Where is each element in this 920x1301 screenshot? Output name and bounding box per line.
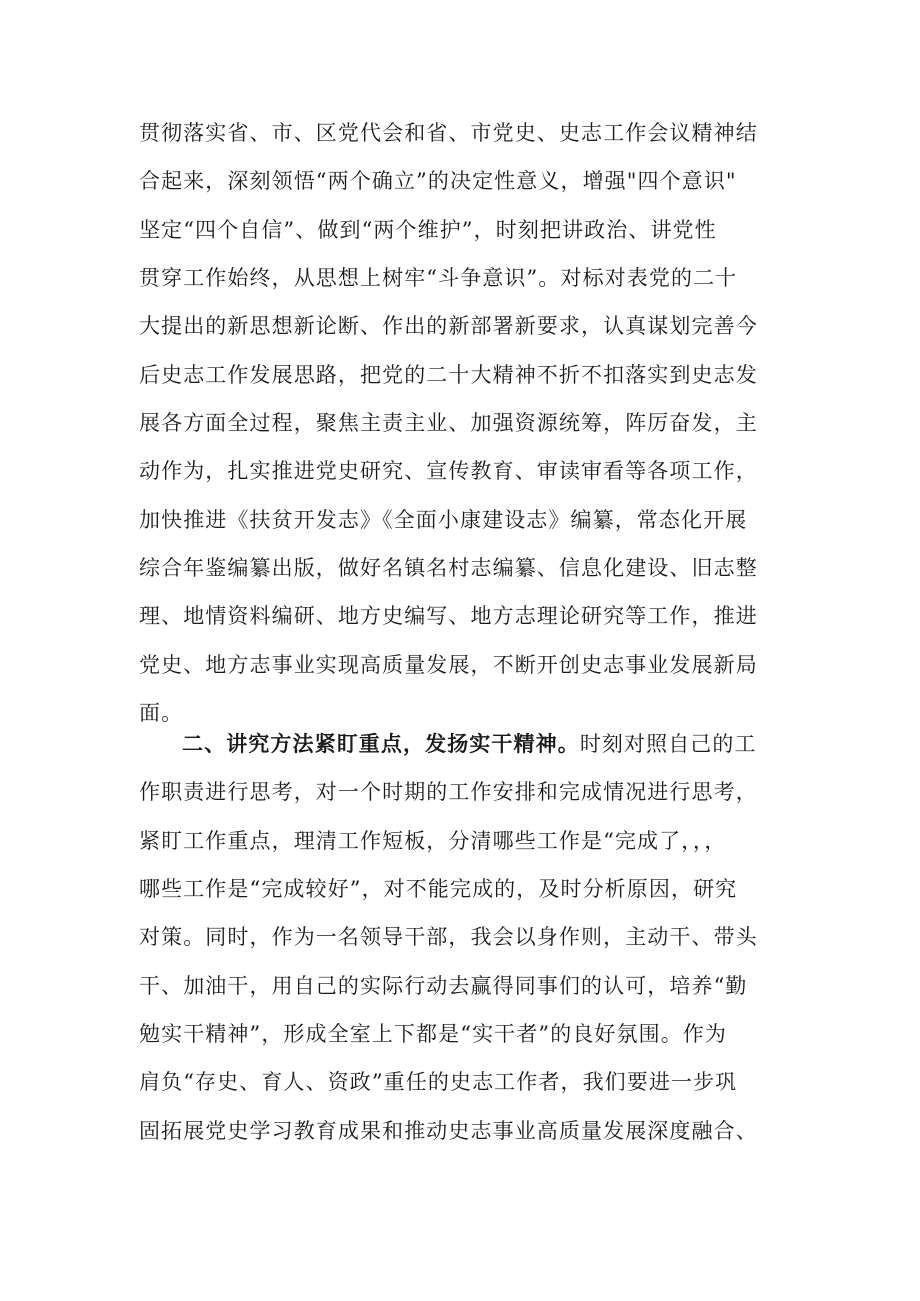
- paragraph-line: 党史、地方志事业实现高质量发展，不断开创史志事业发展新局: [139, 653, 758, 677]
- paragraph-line: 加快推进《扶贫开发志》《全面小康建设志》编纂，常态化开展: [139, 508, 748, 532]
- section-heading: 二、讲究方法紧盯重点，发扬实干精神。: [182, 732, 580, 756]
- paragraph-line: 对策。同时，作为一名领导干部，我会以身作则，主动干、带头: [139, 925, 758, 949]
- paragraph-line: 大提出的新思想新论断、作出的新部署新要求，认真谋划完善今: [139, 314, 758, 338]
- paragraph-line: 贯穿工作始终，从思想上树牢“斗争意识”。对标对表党的二十: [139, 266, 738, 290]
- paragraph-line: 面。: [139, 701, 184, 725]
- paragraph-line: 肩负“存史、育人、资政”重任的史志工作者，我们要进一步巩: [139, 1070, 738, 1094]
- paragraph-line: 展各方面全过程，聚焦主责主业、加强资源统筹，阵厉奋发，主: [139, 411, 758, 435]
- paragraph-line: 合起来，深刻领悟“两个确立”的决定性意义，增强"四个意识": [139, 169, 737, 193]
- paragraph-line: 紧盯工作重点，理清工作短板，分清哪些工作是“完成了，，，: [139, 829, 727, 853]
- paragraph-line: 理、地情资料编研、地方史编写、地方志理论研究等工作，推进: [139, 604, 758, 628]
- paragraph-line: 坚定“四个自信”、做到“两个维护”，时刻把讲政治、讲党性: [139, 218, 717, 242]
- paragraph-line: 后史志工作发展思路，把党的二十大精神不折不扣落实到史志发: [139, 363, 758, 387]
- paragraph-line: 综合年鉴编纂出版，做好名镇名村志编纂、信息化建设、旧志整: [139, 556, 758, 580]
- paragraph-line: 动作为，扎实推进党史研究、宣传教育、审读审看等各项工作，: [139, 459, 758, 483]
- paragraph-line: 哪些工作是“完成较好”，对不能完成的，及时分析原因，研究: [139, 877, 738, 901]
- paragraph-line: 勉实干精神”，形成全室上下都是“实干者”的良好氛围。作为: [139, 1022, 728, 1046]
- paragraph-line: 作职责进行思考，对一个时期的工作安排和完成情况进行思考，: [139, 780, 758, 804]
- paragraph-line: 干、加油干，用自己的实际行动去赢得同事们的认可，培养“勤: [139, 974, 748, 998]
- paragraph-line: 固拓展党史学习教育成果和推动史志事业高质量发展深度融合、: [139, 1119, 758, 1143]
- paragraph-first-line: [182, 729, 757, 759]
- first-line-text: 时刻对照自己的工: [579, 732, 757, 756]
- paragraph-line: 贯彻落实省、市、区党代会和省、市党史、史志工作会议精神结: [139, 121, 758, 145]
